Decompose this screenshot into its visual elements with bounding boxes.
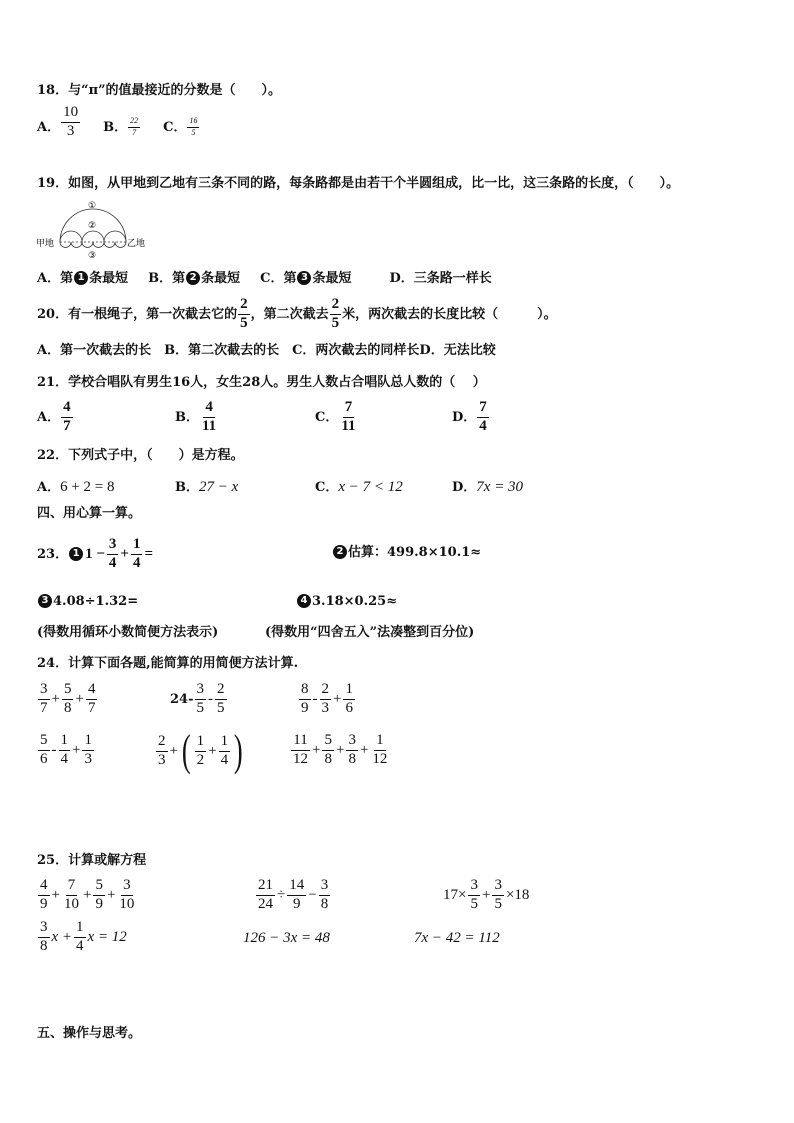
operator: - [51, 741, 57, 758]
q19-option-b: B．第 [148, 270, 186, 286]
q22-option-d: D．7x = 30 [452, 479, 524, 495]
q21-option-d: D． $\frac{7}{4}$ [452, 399, 487, 434]
q25-e3-fraction-2: $\frac{3}{5}$ [494, 877, 502, 912]
q23-note-2: (得数用“四舍五入”法凑整到百分位) [265, 625, 475, 640]
fraction: $\frac{5}{8}$ [324, 732, 332, 767]
fig-route-2: ② [88, 221, 97, 231]
operator: + [106, 886, 116, 903]
q22-option-a: A．6 + 2 = 8 [37, 479, 115, 495]
fraction: $\frac{5}{9}$ [95, 877, 103, 912]
operator: + [312, 741, 321, 758]
operator: + [333, 690, 342, 707]
q23-item-2: 2 估算：499.8×10.1≈ [332, 545, 481, 559]
q25-expr-2 [255, 878, 331, 913]
q20-options: A．第一次截去的长 B．第二次截去的长 C．两次截去的同样长D．无法比较 [37, 343, 496, 358]
operator: + [51, 690, 60, 707]
q20-stem-3: 米，两次截去的长度比较（ ）。 [342, 306, 557, 322]
q24-e5-fraction-a: $\frac{2}{3}$ [158, 732, 166, 768]
fraction: $\frac{3}{5}$ [196, 681, 204, 716]
q21-option-b: B． $\frac{4}{11}$ [175, 399, 217, 434]
fraction: $\frac{1}{3}$ [84, 732, 92, 767]
operator: + [75, 690, 84, 707]
operator: - [208, 690, 213, 707]
q24-e5-fraction-c: $\frac{1}{4}$ [220, 732, 229, 768]
fraction: $\frac{2}{5}$ [217, 681, 225, 716]
q25-expr-6: 7x − 42 = 112 [414, 930, 500, 946]
q23-note-1: (得数用循环小数简便方法表示) [37, 625, 219, 640]
q24-expr-4 [37, 733, 95, 768]
q22-option-c: C．x − 7 < 12 [315, 479, 403, 495]
fig-end-label: 乙地 [127, 239, 146, 249]
q18-c-fraction: $\frac{16}{5}$ [189, 116, 198, 137]
q24-e5-fraction-b: $\frac{1}{2}$ [196, 732, 205, 768]
fraction: $\frac{7}{10}$ [63, 877, 79, 912]
fig-start-label: 甲地 [36, 239, 55, 249]
section-5-heading: 五、操作与思考。 [37, 1026, 142, 1041]
q24-expr-6 [290, 733, 390, 768]
fraction: $\frac{4}{7}$ [87, 681, 96, 716]
q24-stem: 24．计算下面各题,能简算的用简便方法计算. [37, 656, 299, 671]
circle-3-icon: 3 [38, 594, 52, 608]
fraction: $\frac{1}{4}$ [60, 732, 68, 767]
q18-b-fraction: $\frac{22}{7}$ [130, 116, 139, 137]
fraction: $\frac{4}{9}$ [40, 877, 48, 912]
q20-stem [37, 297, 557, 332]
q25-stem: 25．计算或解方程 [37, 853, 147, 868]
fraction: $\frac{3}{7}$ [40, 681, 48, 716]
q19-options [37, 271, 492, 285]
q23-item-1: 23． 1 1 − $\frac{3}{4}$ + $\frac{1}{4}$ = [37, 536, 154, 571]
operator: − [308, 886, 317, 903]
q18-stem: 18．与“π”的值最接近的分数是（ ）。 [37, 83, 282, 98]
q18-option-c: C． [163, 119, 187, 135]
fraction: $\frac{8}{9}$ [301, 681, 309, 716]
fraction: $\frac{3}{10}$ [119, 877, 135, 912]
q21-option-a: A． $\frac{4}{7}$ [37, 399, 71, 434]
q18-options [37, 104, 200, 140]
fraction: $\frac{1}{12}$ [372, 732, 388, 767]
fraction: $\frac{3}{8}$ [348, 732, 356, 767]
fraction: $\frac{21}{24}$ [258, 877, 273, 912]
q21-stem: 21．学校合唱队有男生16人，女生28人。男生人数占合唱队总人数的（ ） [37, 375, 486, 390]
q20-fraction-2: $\frac{2}{5}$ [331, 296, 340, 331]
q18-option-a: A． [37, 119, 61, 135]
section-4-heading: 四、用心算一算。 [37, 506, 142, 521]
q21-a-fraction: $\frac{4}{7}$ [63, 399, 71, 434]
q24-expr-3 [298, 682, 356, 717]
q20-fraction-1: $\frac{2}{5}$ [240, 296, 248, 331]
circle-4-icon: 4 [297, 594, 311, 608]
q22-option-b: B．27 − x [175, 479, 239, 495]
circle-2-icon: 2 [333, 545, 347, 559]
q24-expr-1 [37, 682, 98, 717]
q20-stem-2: ，第二次截去 [250, 306, 329, 322]
q25-e3-fraction-1: $\frac{3}{5}$ [470, 877, 478, 912]
q19-option-a: A．第 [37, 270, 74, 286]
q18-option-b: B． [103, 119, 128, 135]
operator: ÷ [277, 886, 286, 903]
q20-stem-1: 20．有一根绳子，第一次截去它的 [37, 306, 238, 322]
operator: - [312, 690, 318, 707]
q23-fraction-2: $\frac{1}{4}$ [132, 536, 141, 571]
q25-expr-1 [37, 878, 137, 913]
q25-expr-5: 126 − 3x = 48 [243, 930, 330, 946]
q25-expr-4: $\frac{3}{8}$ x + $\frac{1}{4}$ x = 12 [40, 919, 127, 954]
operator: + [335, 741, 345, 758]
fraction: $\frac{11}{12}$ [293, 732, 308, 767]
fig-route-1: ① [88, 201, 97, 211]
fraction: $\frac{1}{6}$ [345, 681, 353, 716]
q21-option-c: C． $\frac{7}{11}$ [315, 399, 356, 434]
q19-option-a-tail: 条最短 [89, 270, 129, 286]
q24-expr-2: 24- $\frac{3}{5}$ - $\frac{2}{5}$ [170, 681, 225, 716]
q22-stem: 22．下列式子中，（ ）是方程。 [37, 448, 244, 463]
q19-option-c-tail: 条最短 [312, 270, 352, 286]
q25-expr-3: 17× $\frac{3}{5}$ + $\frac{3}{5}$ ×18 [443, 877, 530, 912]
fraction: $\frac{3}{8}$ [320, 877, 329, 912]
circle-3-icon: 3 [297, 271, 311, 285]
operator: + [72, 741, 81, 758]
q19-option-d: D．三条路一样长 [389, 270, 492, 286]
operator: + [51, 886, 60, 903]
q23-item-3: 3 4.08÷1.32= [37, 594, 138, 608]
q18-a-fraction: $\frac{10}{3}$ [63, 104, 79, 139]
q25-e4-fraction-1: $\frac{3}{8}$ [40, 919, 48, 954]
q23-fraction-1: $\frac{3}{4}$ [108, 536, 117, 571]
q19-option-c: C．第 [260, 270, 297, 286]
fig-route-3: ③ [88, 251, 97, 260]
operator: + [82, 886, 92, 903]
q24-expr-5: $\frac{2}{3}$ + ( $\frac{1}{2}$ + $\frac{1}{4}$ ) [158, 726, 243, 775]
fraction: $\frac{14}{9}$ [289, 877, 305, 912]
q19-stem: 19．如图，从甲地到乙地有三条不同的路，每条路都是由若干个半圆组成，比一比，这三条路的长度，（ ）。 [37, 176, 680, 191]
operator: + [359, 741, 369, 758]
circle-1-icon: 1 [69, 547, 83, 561]
circle-1-icon: 1 [74, 271, 88, 285]
q21-d-fraction: $\frac{7}{4}$ [479, 399, 487, 434]
circle-2-icon: 2 [186, 271, 200, 285]
q19-semicircle-figure [36, 198, 148, 260]
q21-c-fraction: $\frac{7}{11}$ [341, 399, 356, 434]
q23-item-4: 4 3.18×0.25≈ [296, 594, 397, 608]
q21-b-fraction: $\frac{4}{11}$ [202, 399, 217, 434]
fraction: $\frac{5}{8}$ [63, 681, 72, 716]
q25-e4-fraction-2: $\frac{1}{4}$ [76, 919, 84, 954]
fraction: $\frac{2}{3}$ [321, 681, 329, 716]
q19-option-b-tail: 条最短 [201, 270, 241, 286]
fraction: $\frac{5}{6}$ [40, 732, 48, 767]
